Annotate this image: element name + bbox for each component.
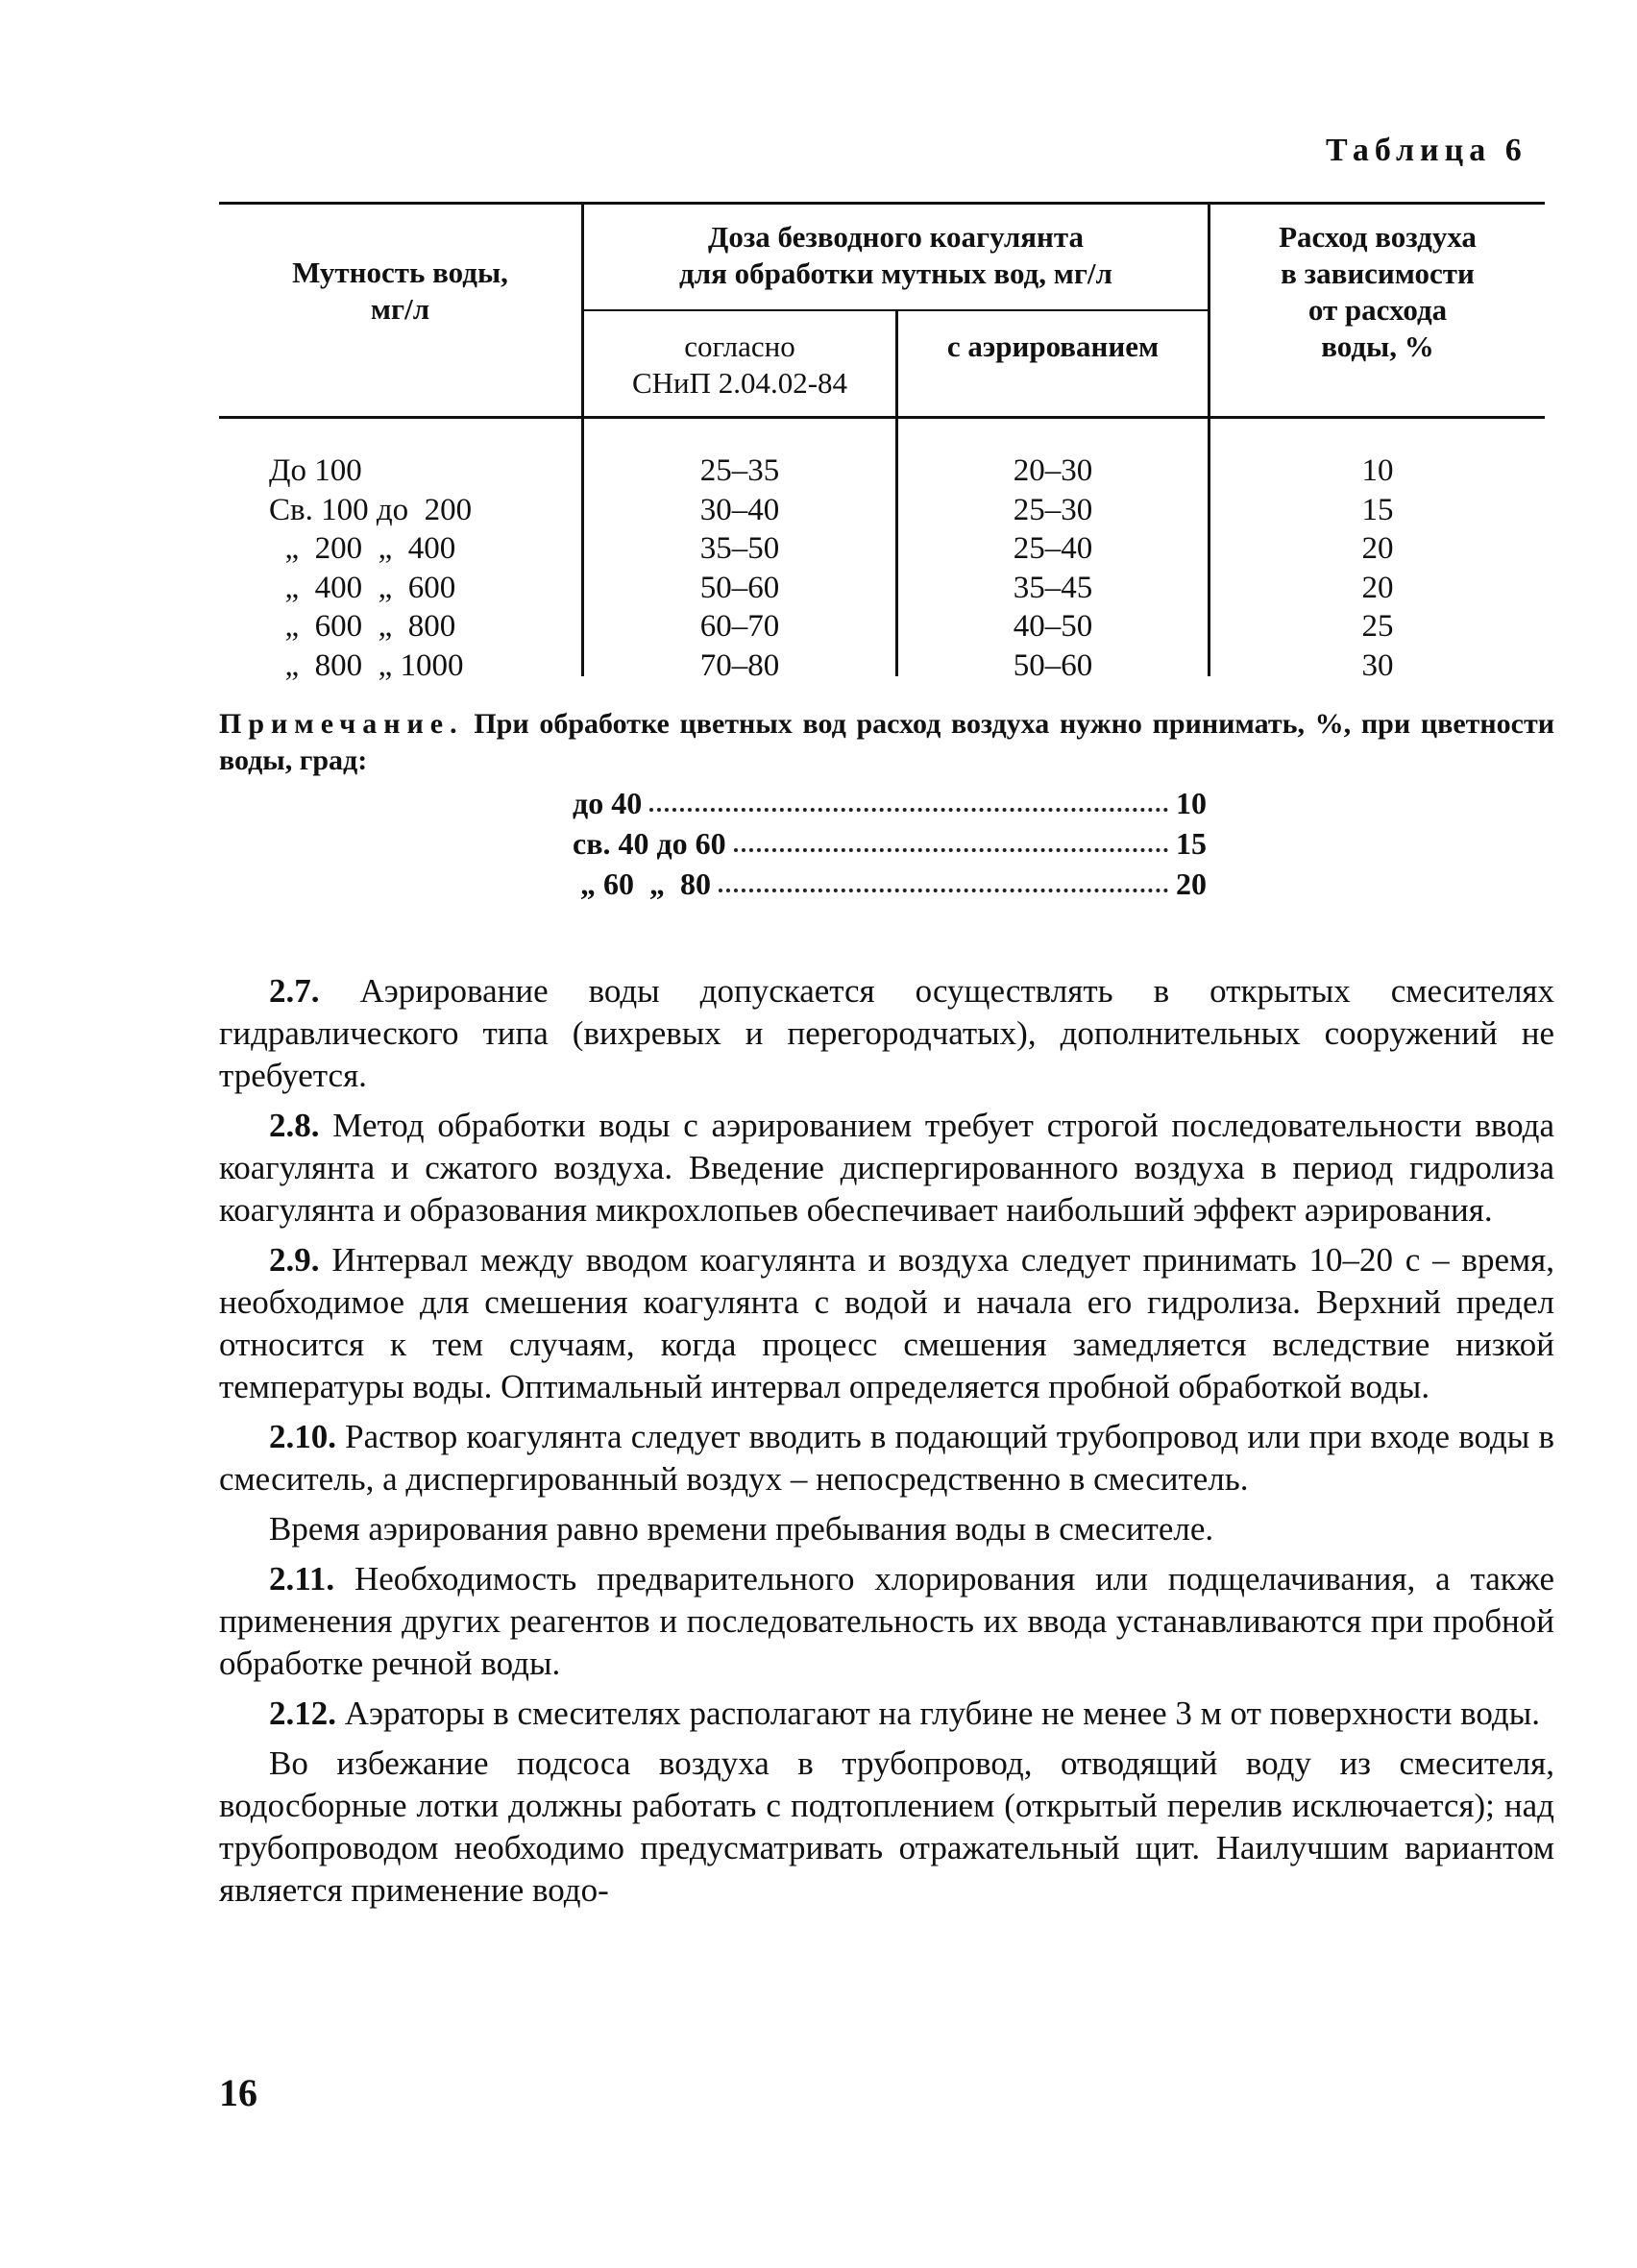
table-cell: 20 [1361,570,1394,605]
paragraph-2-9: 2.9. Интервал между вводом коагулянта и воздуха следует принимать 10–20 с – время, необходимое для смешения коагулянта с водой и начала его гидролиза. Верхний предел относится к тем случаям, когда процесс смешения замедляется вследствие низкой температуры воды. Оптимальный интервал определяется пробной обработкой воды. [219,1241,1554,1405]
dot-leader [719,864,1168,892]
header-dose-aeration: с аэрированием [946,329,1160,363]
table-cell: 25–40 [1013,531,1093,566]
table-cell: 30–40 [699,492,780,527]
header-turbidity: Мутность воды, мг/л [292,256,508,326]
table-cell: „ 800 „ 1000 [269,647,464,683]
table-cell: 20 [1361,531,1394,566]
list-item: св. 40 до 60 15 [573,823,1207,864]
page-number: 16 [219,2071,257,2114]
table-cell: Св. 100 до 200 [269,492,473,527]
table-cell: 40–50 [1013,609,1093,644]
table-title: Таблица 6 [1326,133,1527,168]
table-cell: 35–50 [699,531,780,566]
table-cell: „ 600 „ 800 [269,609,456,644]
paragraph-2-8: 2.8. Метод обработки воды с аэрированием требует строгой последовательности ввода коагулянта и сжатого воздуха. Введение диспергированного воздуха в период гидролиза коагулянта и образования микрохлопьев обеспечивает наибольший эффект аэрирования. [219,1107,1555,1229]
table-top-rule [219,202,1545,205]
table-cell: 25–30 [1013,492,1093,527]
table-cell: 25–35 [699,453,780,488]
paragraph-2-12: 2.12. Аэраторы в смесителях располагают на глубине не менее 3 м от поверхности воды. [269,1695,1540,1732]
body-text [219,970,1554,1919]
dot-leader [649,783,1168,812]
list-item: „ 60 „ 80 20 [573,864,1207,904]
table-cell: 25 [1361,609,1394,644]
note-lead: Примечание. [219,708,464,740]
table-cell: 50–60 [1013,647,1093,683]
table-cell: 35–45 [1013,570,1093,605]
column-turbidity [269,451,576,685]
table-cell: 15 [1361,492,1394,527]
paragraph-air-suction: Во избежание подсоса воздуха в трубопровод, отводящий воду из смесителя, водосборные лотки должны работать с подтоплением (открытый перелив исключается); над трубопроводом необходимо предусматривать отражательный щит. Наилучшим вариантом является применение водо- [219,1744,1554,1909]
header-dose-snip: согласно СНиП 2.04.02-84 [631,329,848,400]
table-cell: 20–30 [1013,453,1093,488]
note-text: При обработке цветных вод расход воздуха нужно принимать, %, при цветности воды, град: [219,708,1554,776]
paragraph-aeration-time: Время аэрирования равно времени пребывания воды в смесителе. [269,1510,1214,1548]
table-header-rule [219,416,1545,419]
column-air [1210,451,1545,685]
table-cell: 60–70 [699,609,780,644]
table-cell: 70–80 [699,647,780,683]
header-air: Расход воздуха в зависимости от расхода воды, % [1279,220,1477,363]
dot-leader [734,823,1168,852]
note-list [573,783,1207,904]
table-cell: „ 400 „ 600 [269,570,456,605]
list-item: до 40 10 [573,783,1207,823]
column-dose-aeration [898,451,1208,685]
paragraph-2-11: 2.11. Необходимость предварительного хлорирования или подщелачивания, а также применения других реагентов и последовательность их ввода устанавливаются при пробной обработке речной воды. [219,1560,1554,1682]
paragraph-2-7: 2.7. Аэрирование воды допускается осуществлять в открытых смесителях гидравлического типа (вихревых и перегородчатых), дополнительных сооружений не требуется. [219,972,1555,1094]
table-cell: 10 [1361,453,1394,488]
paragraph-2-10: 2.10. Раствор коагулянта следует вводить в подающий трубопровод или при входе воды в смеситель, а диспергированный воздух – непосредственно в смеситель. [219,1418,1555,1498]
header-dose-group: Доза безводного коагулянта для обработки мутных вод, мг/л [679,220,1112,290]
column-dose-snip [584,451,895,685]
table-cell: „ 200 „ 400 [269,531,456,566]
table-cell: 50–60 [699,570,780,605]
table-cell: 30 [1361,647,1394,683]
table-cell: До 100 [269,453,362,488]
table-note [219,706,1554,779]
